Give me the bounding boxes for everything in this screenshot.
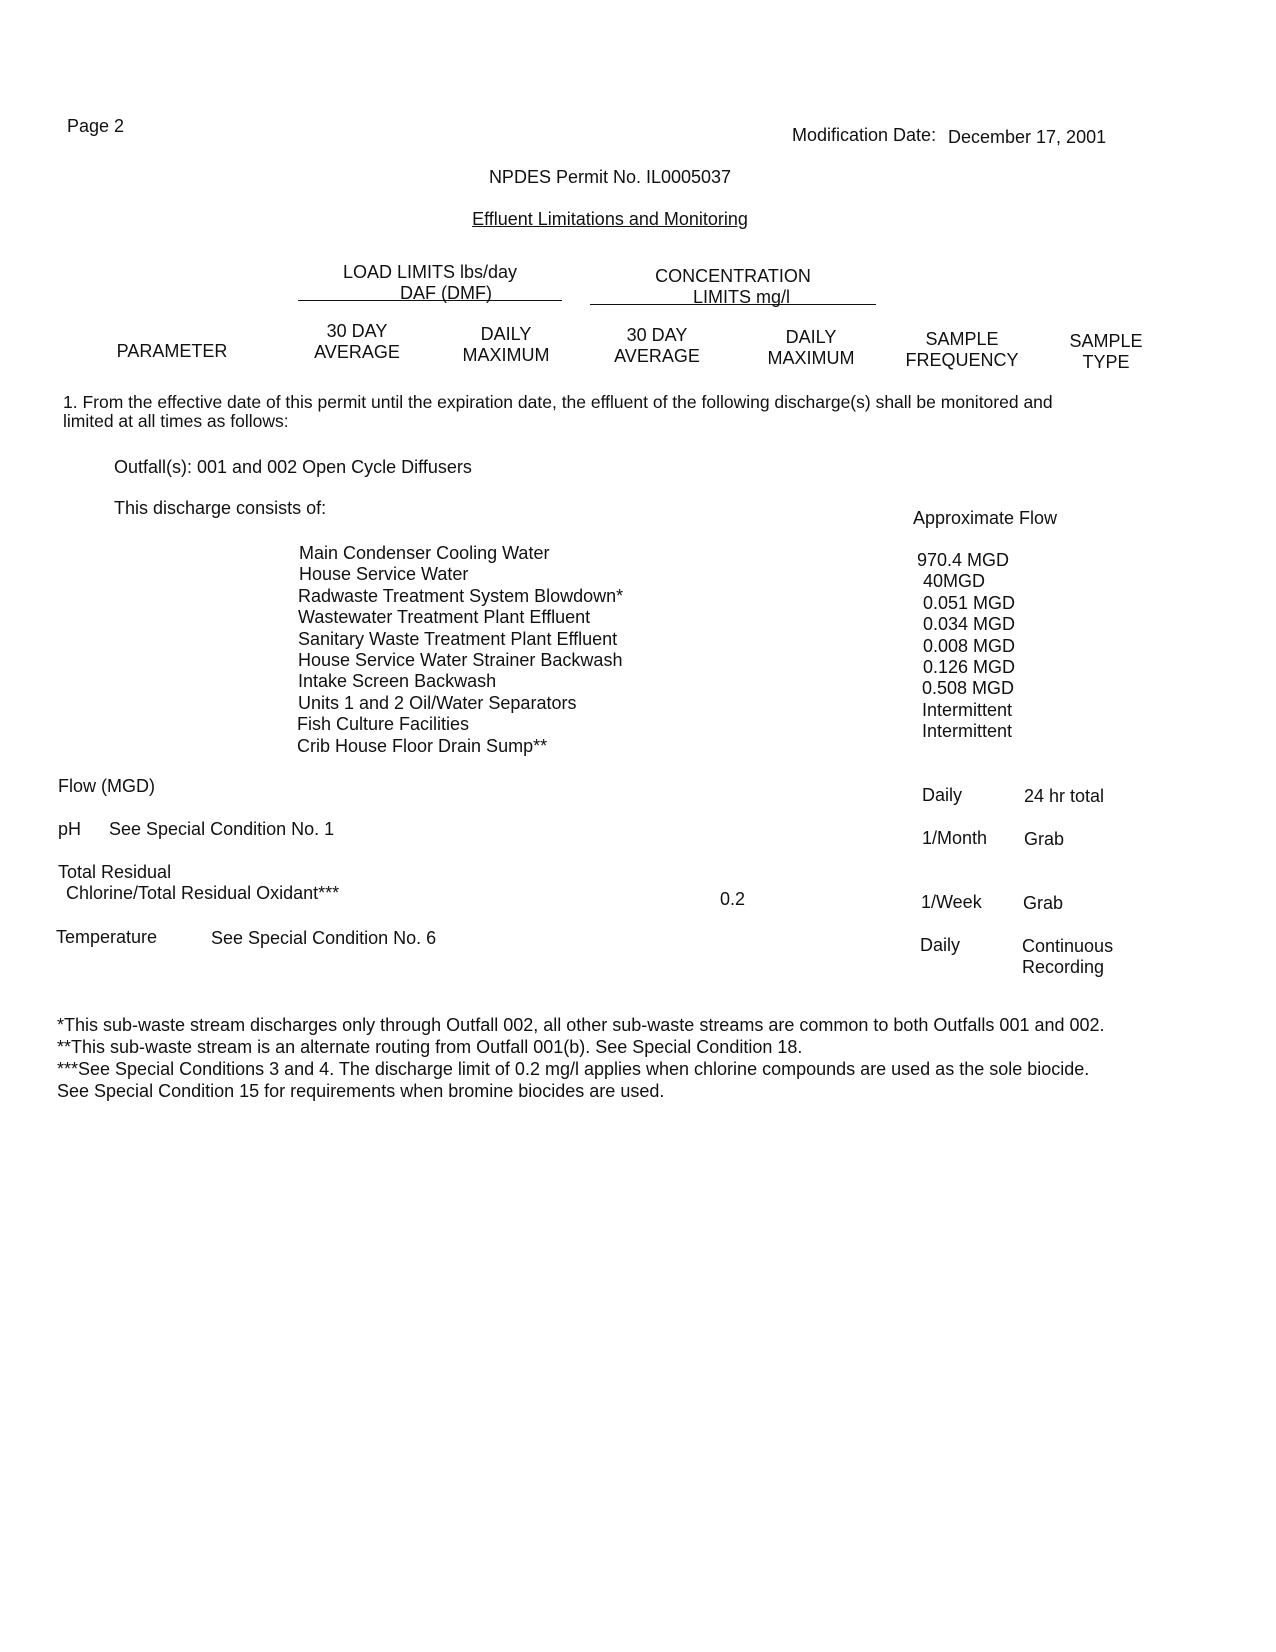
stream-name: House Service Water Strainer Backwash	[298, 650, 623, 670]
consists-label: This discharge consists of:	[114, 498, 327, 518]
stream-flow: Intermittent	[922, 721, 1013, 741]
stream-name: Units 1 and 2 Oil/Water Separators	[298, 693, 577, 713]
load-limits-heading: LOAD LIMITS lbs/day	[342, 262, 518, 282]
col-type-2: TYPE	[1082, 352, 1130, 372]
stream-flow: 0.508 MGD	[922, 678, 1015, 698]
page-title: Effluent Limitations and Monitoring	[472, 209, 748, 229]
param-flow: Flow (MGD)	[58, 776, 155, 796]
param-temperature-type-1: Continuous	[1022, 936, 1114, 956]
param-ph: pH	[58, 819, 82, 839]
concentration-subheading: LIMITS mg/l	[693, 287, 791, 307]
param-temperature-note: See Special Condition No. 6	[211, 928, 437, 948]
col-parameter: PARAMETER	[116, 341, 228, 361]
intro-line-2: limited at all times as follows:	[63, 411, 289, 431]
stream-flow: 40MGD	[923, 571, 986, 591]
stream-name: Sanitary Waste Treatment Plant Effluent	[298, 629, 618, 649]
param-chlorine-daily-max: 0.2	[720, 889, 746, 909]
col-load-avg-1: 30 DAY	[326, 321, 388, 341]
modification-label: Modification Date:	[792, 125, 937, 145]
param-temperature-type-2: Recording	[1022, 957, 1105, 977]
param-ph-note: See Special Condition No. 1	[109, 819, 335, 839]
param-ph-type: Grab	[1024, 829, 1065, 849]
concentration-heading: CONCENTRATION	[655, 266, 811, 286]
col-conc-avg-1: 30 DAY	[626, 325, 688, 345]
page-number: Page 2	[67, 116, 125, 136]
stream-name: Wastewater Treatment Plant Effluent	[298, 607, 591, 627]
param-flow-type: 24 hr total	[1024, 786, 1105, 806]
footnotes	[57, 1014, 1187, 1102]
param-flow-frequency: Daily	[922, 785, 963, 805]
stream-name: Intake Screen Backwash	[298, 671, 497, 691]
stream-flow: 0.126 MGD	[923, 657, 1016, 677]
intro-line-1: 1. From the effective date of this permit until the expiration date, the effluent of the following discharge(s) shall be monitored and	[63, 392, 1053, 412]
stream-flow: 0.034 MGD	[923, 614, 1016, 634]
approx-flow-label: Approximate Flow	[913, 508, 1058, 528]
stream-flow: 970.4 MGD	[917, 550, 1010, 570]
concentration-rule	[590, 304, 876, 305]
col-freq-1: SAMPLE	[925, 329, 999, 349]
stream-name: Fish Culture Facilities	[297, 714, 470, 734]
col-conc-avg-2: AVERAGE	[614, 346, 700, 366]
stream-name: Crib House Floor Drain Sump**	[297, 736, 548, 756]
outfall-line: Outfall(s): 001 and 002 Open Cycle Diffusers	[114, 457, 472, 477]
param-temperature-frequency: Daily	[920, 935, 961, 955]
param-ph-frequency: 1/Month	[922, 828, 988, 848]
stream-flow: 0.008 MGD	[923, 636, 1016, 656]
col-load-max-1: DAILY	[480, 324, 532, 344]
param-chlorine-2: Chlorine/Total Residual Oxidant***	[66, 883, 340, 903]
stream-name: Radwaste Treatment System Blowdown*	[298, 586, 624, 606]
param-chlorine-1: Total Residual	[58, 862, 172, 882]
col-load-avg-2: AVERAGE	[314, 342, 400, 362]
col-load-max-2: MAXIMUM	[462, 345, 550, 365]
load-limits-subheading: DAF (DMF)	[400, 283, 492, 303]
stream-flow: 0.051 MGD	[923, 593, 1016, 613]
param-chlorine-type: Grab	[1023, 893, 1064, 913]
permit-number: NPDES Permit No. IL0005037	[488, 167, 732, 187]
modification-date: December 17, 2001	[948, 127, 1107, 147]
footnote-4: See Special Condition 15 for requirements when bromine biocides are used.	[57, 1081, 665, 1101]
col-conc-max-2: MAXIMUM	[767, 348, 855, 368]
footnote-1: *This sub-waste stream discharges only through Outfall 002, all other sub-waste streams are common to both Outfalls 001 and 002.	[57, 1015, 1105, 1035]
footnote-2: **This sub-waste stream is an alternate routing from Outfall 001(b). See Special Condition 18.	[57, 1037, 803, 1057]
stream-name: House Service Water	[299, 564, 469, 584]
load-limits-rule	[298, 300, 562, 301]
col-freq-2: FREQUENCY	[905, 350, 1019, 370]
col-conc-max-1: DAILY	[785, 327, 837, 347]
param-temperature: Temperature	[56, 927, 158, 947]
stream-flow: Intermittent	[922, 700, 1013, 720]
footnote-3: ***See Special Conditions 3 and 4. The discharge limit of 0.2 mg/l applies when chlorine compounds are used as the sole biocide.	[57, 1059, 1090, 1079]
col-type-1: SAMPLE	[1069, 331, 1143, 351]
stream-name: Main Condenser Cooling Water	[299, 543, 550, 563]
param-chlorine-frequency: 1/Week	[921, 892, 982, 912]
